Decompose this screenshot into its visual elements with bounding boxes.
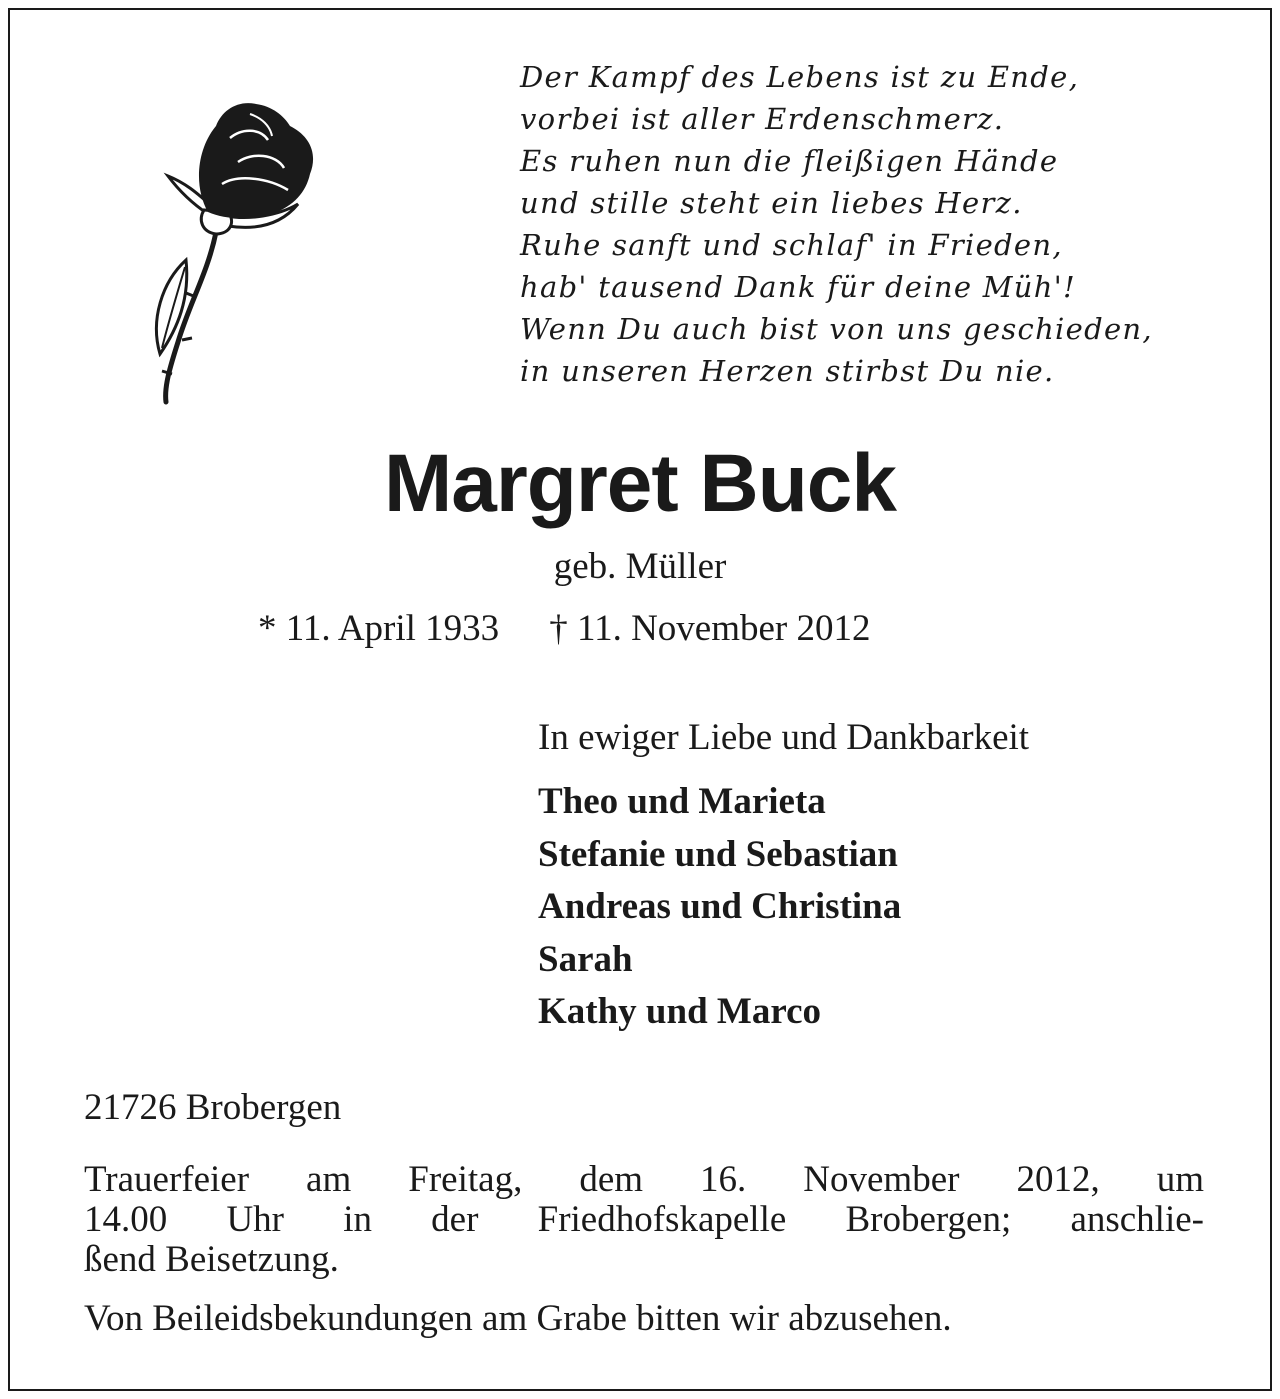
mourner: Andreas und Christina (538, 886, 902, 927)
mourner: Sarah (538, 938, 633, 980)
condolence-note: Von Beileidsbekundungen am Grabe bitten wir abzusehen. (84, 1298, 952, 1339)
rose-icon (138, 92, 338, 412)
place: 21726 Brobergen (84, 1087, 342, 1128)
poem-line: Es ruhen nun die fleißigen Hände (520, 144, 1059, 178)
death-date: † 11. November 2012 (549, 608, 871, 649)
poem-line: Der Kampf des Lebens ist zu Ende, (520, 60, 1080, 94)
mourner: Stefanie und Sebastian (538, 833, 898, 875)
mourners-list (538, 776, 901, 1039)
deceased-name: Margret Buck (383, 438, 897, 529)
service-announcement (84, 1160, 1204, 1280)
poem-line: und stille steht ein liebes Herz. (520, 186, 1023, 220)
maiden-name: geb. Müller (553, 546, 727, 587)
birth-date: * 11. April 1933 (258, 608, 500, 649)
service-line: Trauerfeier am Freitag, dem 16. November 2012, um (84, 1159, 1204, 1200)
poem-line: in unseren Herzen stirbst Du nie. (520, 354, 1055, 388)
mourner: Kathy und Marco (538, 991, 822, 1032)
poem-line: vorbei ist aller Erdenschmerz. (520, 102, 1005, 136)
life-dates (258, 606, 870, 652)
poem-line: hab' tausend Dank für deine Müh'! (520, 270, 1076, 304)
poem-line: Wenn Du auch bist von uns geschieden, (520, 312, 1153, 346)
service-line: 14.00 Uhr in der Friedhofskapelle Brobergen; anschlie- (84, 1199, 1204, 1240)
dedication: In ewiger Liebe und Dankbarkeit (538, 717, 1030, 758)
poem-line: Ruhe sanft und schlaf' in Frieden, (520, 228, 1063, 262)
mourner: Theo und Marieta (538, 781, 826, 822)
service-line: ßend Beisetzung. (84, 1239, 339, 1280)
poem (520, 56, 1153, 392)
